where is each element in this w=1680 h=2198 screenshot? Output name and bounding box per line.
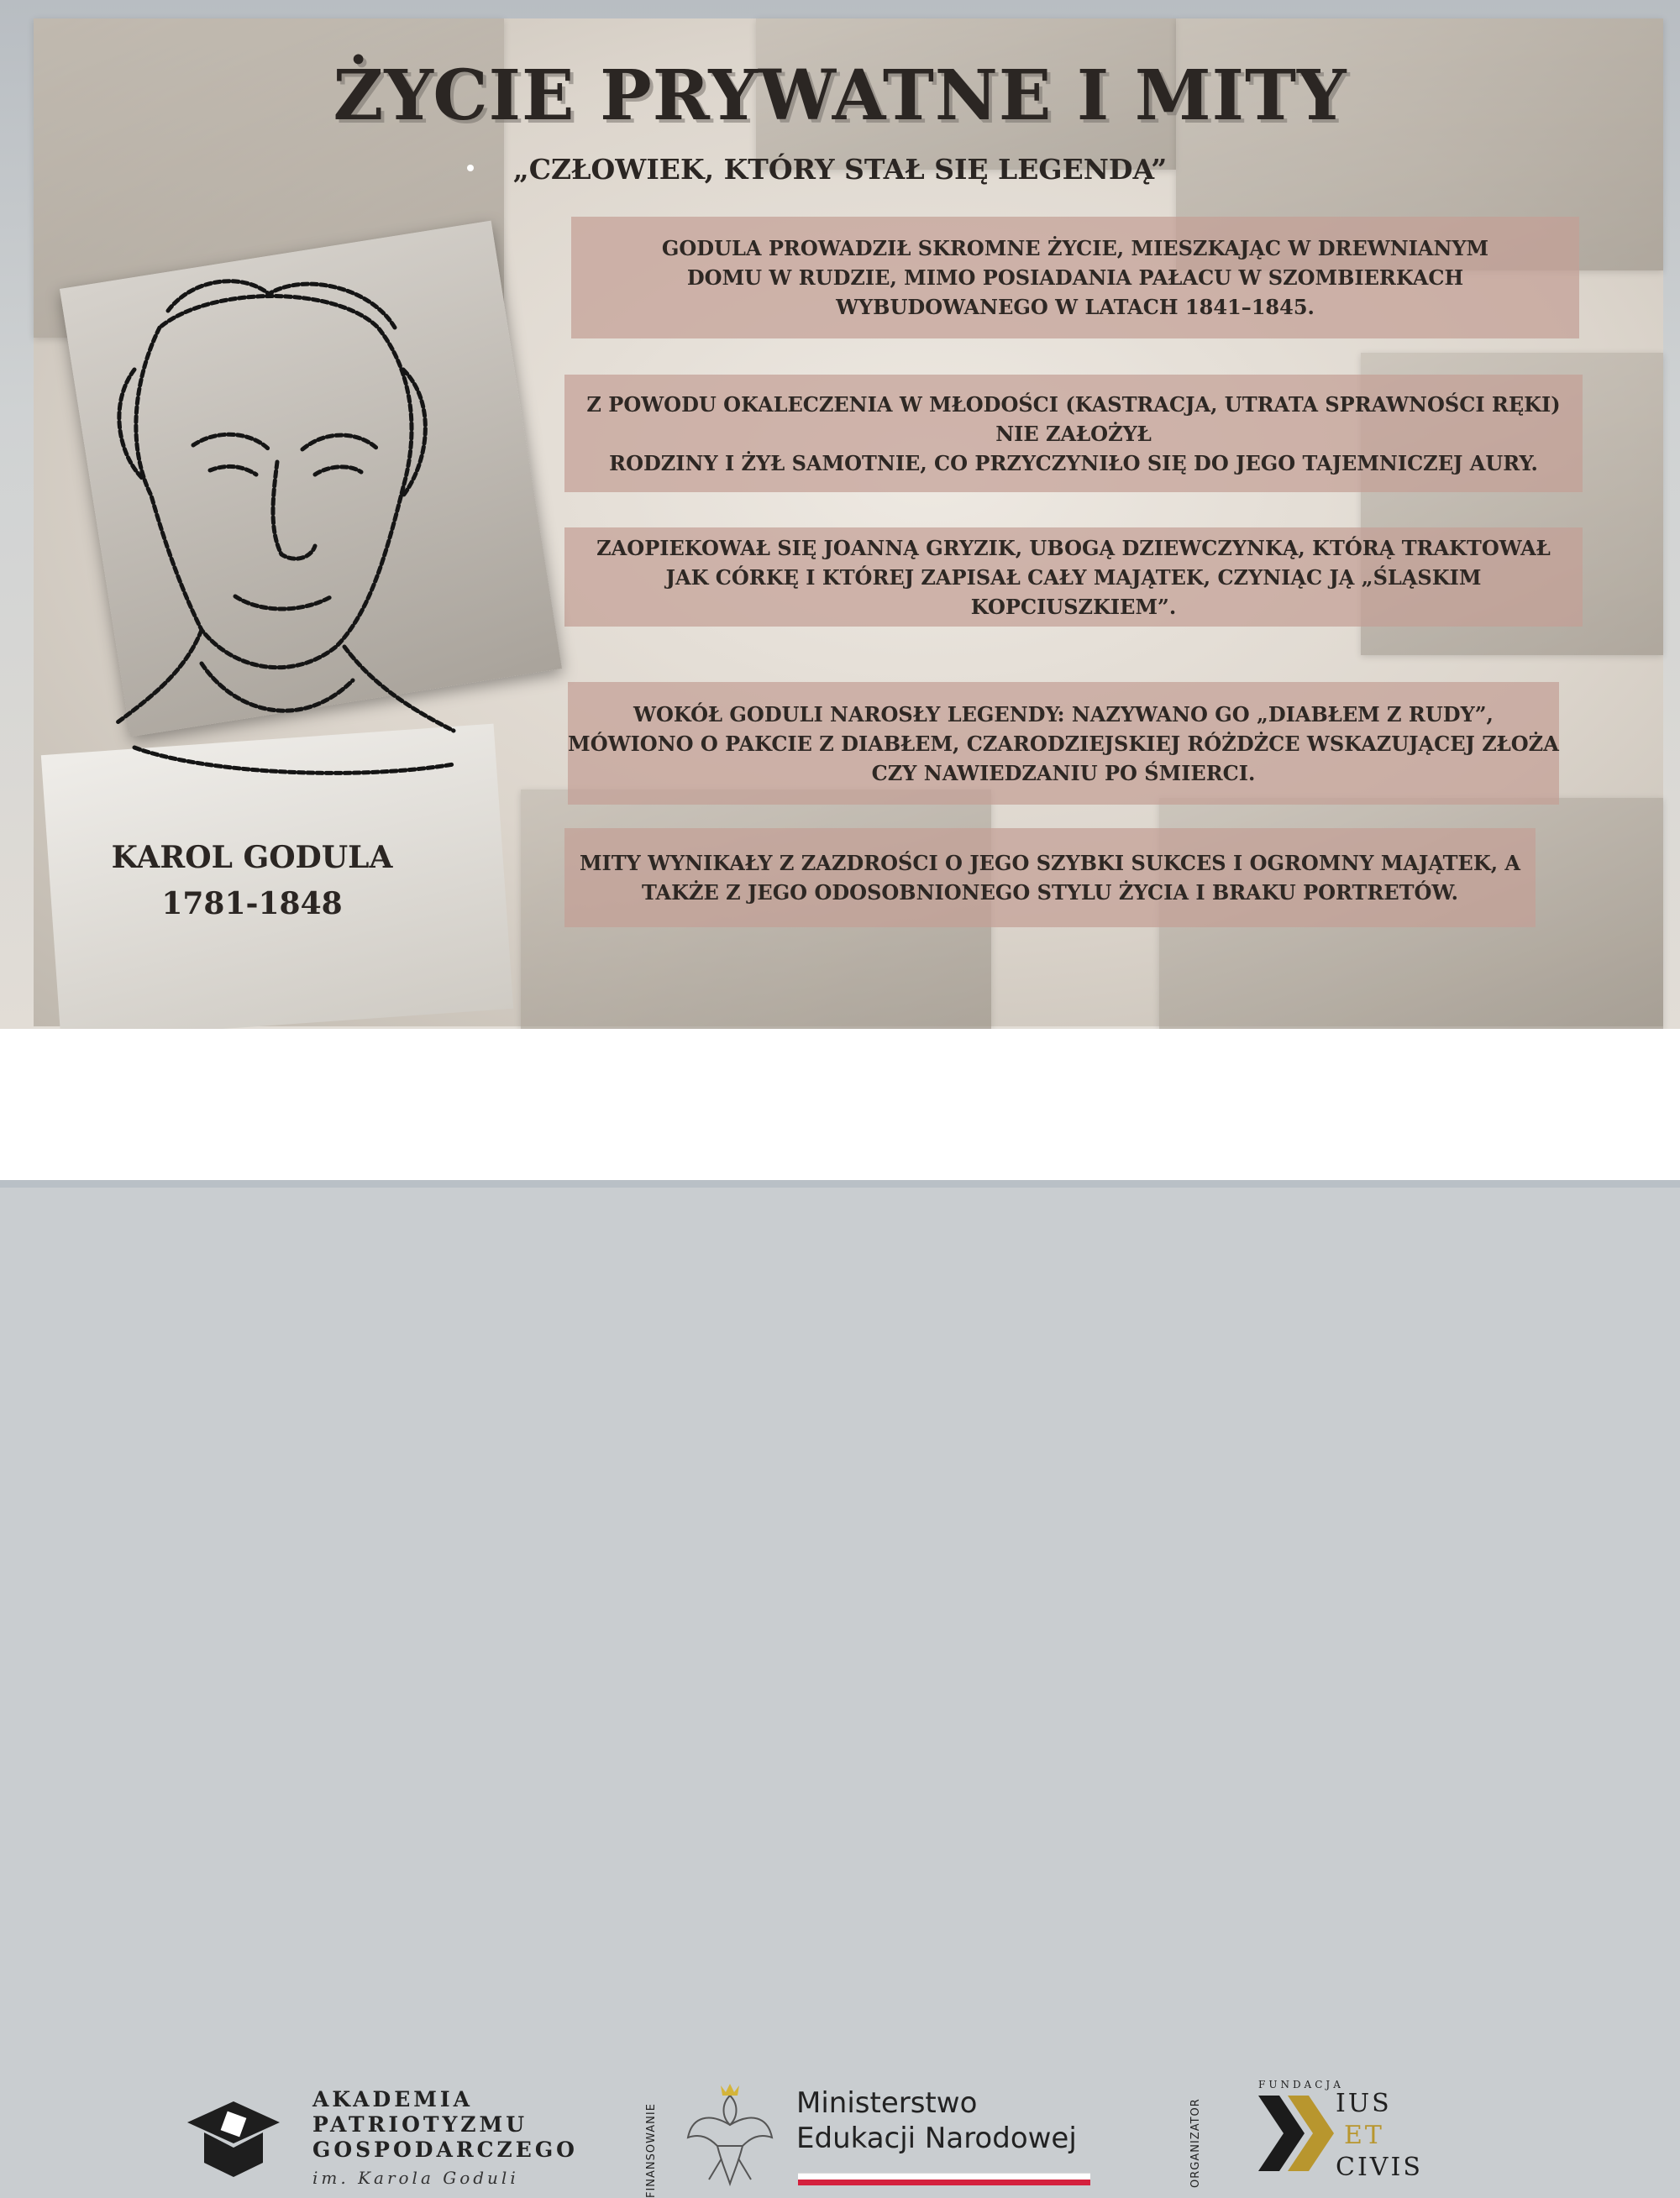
foundation-word-ius: IUS [1336, 2089, 1392, 2118]
academy-line: PATRIOTYZMU [312, 2112, 528, 2137]
polish-eagle-emblem-icon [684, 2079, 776, 2188]
band-line: GODULA PROWADZIŁ SKROMNE ŻYCIE, MIESZKAJĄC W DREWNIANYM [661, 236, 1489, 260]
page-title: ŻYCIE PRYWATNE I MITY [333, 55, 1347, 136]
band-line: NIE ZAŁOŻYŁ [995, 421, 1152, 446]
graduation-cap-logo-icon [183, 2097, 284, 2181]
band-line: WYBUDOWANEGO W LATACH 1841–1845. [836, 295, 1315, 319]
band-line: WOKÓŁ GODULI NAROSŁY LEGENDY: NAZYWANO GO „DIABŁEM Z RUDY”, [633, 701, 1494, 727]
foundation-word-civis: CIVIS [1336, 2153, 1423, 2182]
band-line: JAK CÓRKĘ I KTÓREJ ZAPISAŁ CAŁY MAJĄTEK, CZYNIĄC JĄ „ŚLĄSKIM KOPCIUSZKIEM”. [665, 564, 1482, 619]
karol-godula-portrait-sketch [101, 277, 470, 798]
band-line: DOMU W RUDZIE, MIMO POSIADANIA PAŁACU W SZOMBIERKACH [686, 265, 1464, 290]
text-band-4 [568, 682, 1559, 805]
ministry-line: Ministerstwo [796, 2086, 978, 2120]
band-line: ZAOPIEKOWAŁ SIĘ JOANNĄ GRYZIK, UBOGĄ DZIEWCZYNKĄ, KTÓRĄ TRAKTOWAŁ [596, 535, 1551, 560]
band-line: MITY WYNIKAŁY Z ZAZDROŚCI O JEGO SZYBKI SUKCES I OGROMNY MAJĄTEK, A [579, 851, 1521, 875]
ministry-line: Edukacji Narodowej [796, 2122, 1077, 2155]
text-band-1 [571, 217, 1579, 338]
academy-subtitle: im. Karola Goduli [312, 2168, 519, 2188]
text-band-2 [564, 375, 1583, 492]
portrait-name: KAROL GODULA [111, 840, 393, 875]
bottom-strip [0, 1180, 1680, 1188]
polish-flag-stripe [798, 2173, 1090, 2185]
band-line: MÓWIONO O PAKCIE Z DIABŁEM, CZARODZIEJSKIEJ RÓŻDŻCE WSKAZUJĄCEJ ZŁOŻA [568, 731, 1559, 756]
page-subtitle: „CZŁOWIEK, KTÓRY STAŁ SIĘ LEGENDĄ” [512, 153, 1168, 186]
academy-line: GOSPODARCZEGO [312, 2138, 578, 2162]
portrait-years: 1781-1848 [161, 886, 343, 921]
foundation-word-et: ET [1344, 2121, 1384, 2150]
academy-line: AKADEMIA [312, 2087, 474, 2111]
poster-background [0, 0, 1680, 1029]
text-band-5 [564, 828, 1536, 927]
footer [0, 1029, 1680, 2198]
text-band-3 [564, 527, 1583, 627]
band-line: Z POWODU OKALECZENIA W MŁODOŚCI (KASTRACJA, UTRATA SPRAWNOŚCI RĘKI) [586, 391, 1561, 417]
ius-et-civis-chevron-logo-icon [1258, 2096, 1342, 2171]
band-line: CZY NAWIEDZANIU PO ŚMIERCI. [871, 760, 1256, 785]
band-line: TAKŻE Z JEGO ODOSOBNIONEGO STYLU ŻYCIA I BRAKU PORTRETÓW. [641, 880, 1458, 905]
organizer-label: ORGANIZATOR [1189, 2098, 1202, 2188]
ministry-name [796, 2085, 1077, 2156]
academy-name [312, 2087, 578, 2163]
foundation-label: FUNDACJA [1258, 2079, 1344, 2090]
funding-label: FINANSOWANIE [645, 2103, 658, 2198]
band-line: RODZINY I ŻYŁ SAMOTNIE, CO PRZYCZYNIŁO SIĘ DO JEGO TAJEMNICZEJ AURY. [609, 450, 1538, 475]
